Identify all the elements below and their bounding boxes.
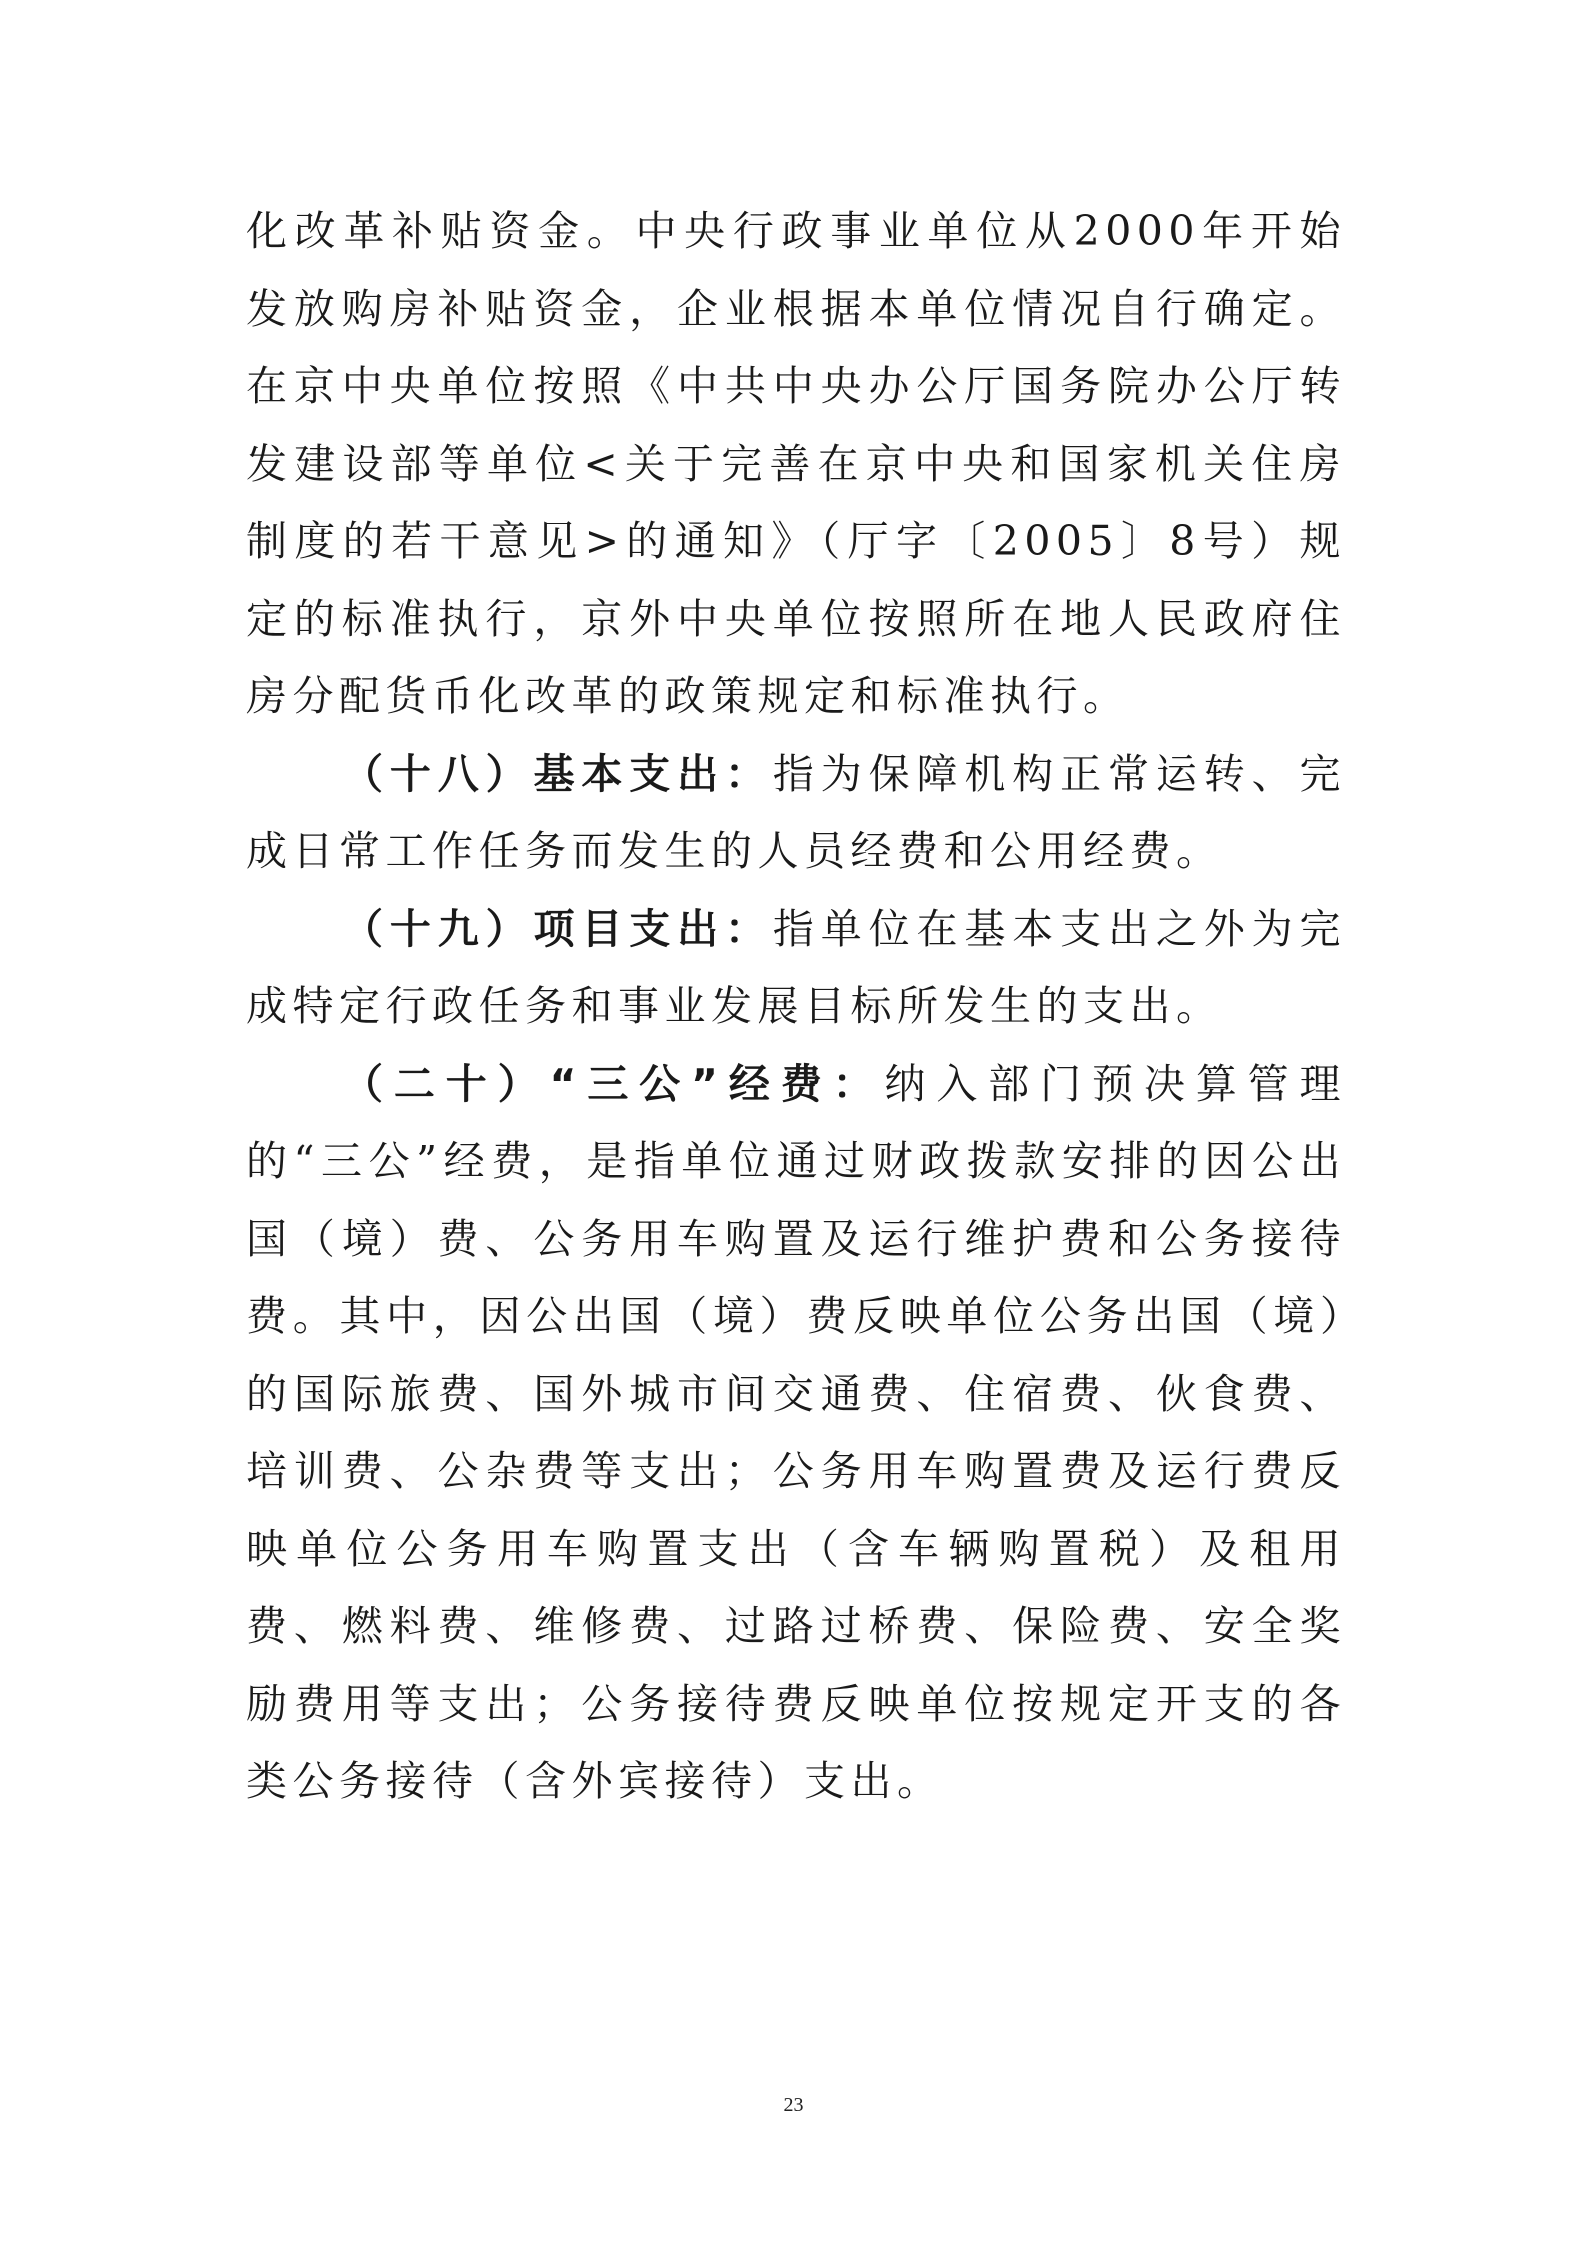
paragraph-text: 化改革补贴资金。中央行政事业单位从2000年开始发放购房补贴资金，企业根据本单位情况自行确定。在京中央单位按照《中共中央办公厅国务院办公厅转发建设部等单位<关于完善在京中央和国家机关住房制度的若干意见>的通知》（厅字〔2005〕8号）规定的标准执行，京外中央单位按照所在地人民政府住房分配货币化改革的政策规定和标准执行。 [246,207,1346,720]
paragraph-text: 指为保障机构正常运转、完成日常工作任务而发生的人员经费和公用经费。 [246,749,1346,875]
paragraph-text: 纳入部门预决算管理的“三公”经费，是指单位通过财政拨款安排的因公出国（境）费、公务用车购置及运行维护费和公务接待费。其中，因公出国（境）费反映单位公务出国（境）的国际旅费、国外城市间交通费、住宿费、伙食费、培训费、公杂费等支出；公务用车购置费及运行费反映单位公务用车购置支出（含车辆购置税）及租用费、燃料费、维修费、过路过桥费、保险费、安全奖励费用等支出；公务接待费反映单位按规定开支的各类公务接待（含外宾接待）支出。 [246,1059,1346,1805]
paragraph-text: 指单位在基本支出之外为完成特定行政任务和事业发展目标所发生的支出。 [246,904,1346,1030]
paragraph-basic-expenditure [246,736,1346,891]
body-text [246,193,1346,1821]
paragraph-project-expenditure [246,891,1346,1046]
term-project-expenditure: （十九）项目支出： [342,904,773,953]
term-three-public-expenses: （二十）“三公”经费： [342,1059,885,1108]
paragraph-three-public-expenses [246,1046,1346,1821]
paragraph-housing-subsidy-continued [246,193,1346,736]
term-basic-expenditure: （十八）基本支出： [342,749,773,798]
page-number: 23 [783,2094,804,2116]
